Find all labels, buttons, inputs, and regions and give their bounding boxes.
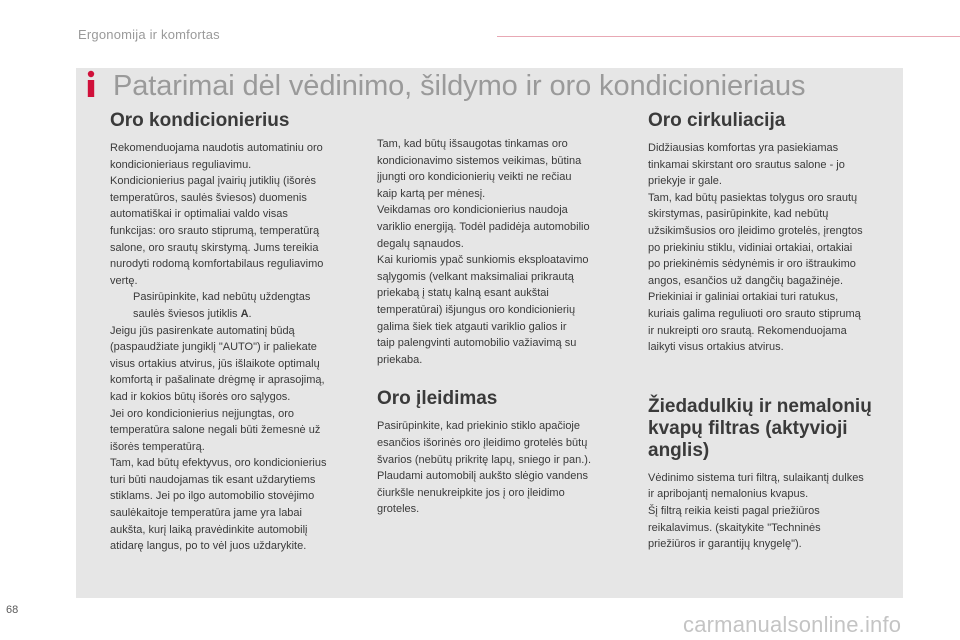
text-line: nurodyti rodomą komfortabilaus reguliavimo bbox=[110, 258, 324, 271]
text-line: švarios (nebūtų prikritę lapų, sniego ir pan.). bbox=[377, 453, 591, 466]
page-number: 68 bbox=[6, 604, 19, 616]
heading-air-conditioning: Oro kondicionierius bbox=[110, 110, 290, 131]
text-line: Jei oro kondicionierius neįjungtas, oro bbox=[110, 407, 295, 420]
text-line: funkcijas: oro srauto stiprumą, temperatūrą bbox=[110, 224, 320, 237]
text-line: įjungti oro kondicionierių veikti ne rečiau bbox=[377, 171, 572, 184]
text-line: groteles. bbox=[377, 503, 420, 516]
text-line: temperatūra salone negali būti žemesnė už bbox=[110, 424, 321, 437]
text-line: Jeigu jūs pasirenkate automatinį būdą bbox=[110, 324, 295, 337]
header-title: Ergonomija ir komfortas bbox=[78, 27, 220, 42]
column-air-circulation bbox=[648, 110, 898, 553]
text-line: priežiūros ir garantijų knygelę"). bbox=[648, 538, 802, 551]
text-line: automatiškai ir optimaliai valdo visas bbox=[110, 208, 288, 221]
text-line: Tam, kad būtų išsaugotas tinkamas oro bbox=[377, 138, 568, 150]
text-line: variklio energiją. Todėl padidėja automobilio bbox=[377, 220, 590, 233]
text-line: reikalavimus. (skaitykite "Techninės bbox=[648, 521, 821, 534]
text-line: Tam, kad būtų pasiektas tolygus oro srautų bbox=[648, 191, 858, 204]
text-line: komfortą ir pašalinate drėgmę ir aprasojimą, bbox=[110, 374, 325, 387]
text-line: turi būti naudojamas tik esant uždarytiems bbox=[110, 473, 316, 486]
page-title: Patarimai dėl vėdinimo, šildymo ir oro kondicionieriaus bbox=[113, 70, 806, 102]
text-line: sąlygomis (velkant maksimaliai prikrautą bbox=[377, 270, 574, 283]
watermark: carmanualsonline.info bbox=[683, 612, 902, 637]
text-line: ir apribojantį nemalonius kvapus. bbox=[648, 488, 809, 501]
bullet-text: Pasirūpinkite, kad nebūtų uždengtas bbox=[133, 291, 311, 304]
text-line: skirstymas, pasirūpinkite, kad nebūtų bbox=[648, 208, 829, 221]
heading-line: anglis) bbox=[648, 439, 710, 461]
text-line: visus ortakius atvirus, jūs išlaikote optimalų bbox=[110, 357, 320, 370]
text-line: Pasirūpinkite, kad priekinio stiklo apačioje bbox=[377, 420, 580, 433]
text-line: priekyje ir gale. bbox=[648, 175, 722, 188]
heading-pollen-filter bbox=[648, 396, 898, 462]
pollen-filter-text bbox=[648, 470, 898, 553]
bullet-text: saulės šviesos jutiklis bbox=[133, 307, 241, 320]
text-line: priekaba. bbox=[377, 353, 423, 366]
ac-text bbox=[110, 140, 360, 555]
text-line: po priekinėmis sėdynėmis ir oro ištraukimo bbox=[648, 258, 856, 271]
text-line: kondicionieriaus reguliavimu. bbox=[110, 158, 252, 171]
text-line: kaip kartą per mėnesį. bbox=[377, 187, 486, 200]
text-line: galima šiek tiek atgauti variklio galios ir bbox=[377, 320, 567, 333]
text-line: po priekiniu stiklu, vidiniai ortakiai, ortakiai bbox=[648, 241, 853, 254]
text-line: saulėkaitoje temperatūra jame yra labai bbox=[110, 507, 302, 520]
text-line: tinkamai skirstant oro srautus salone - jo bbox=[648, 158, 845, 171]
text-line: kondicionavimo sistemos veikimas, būtina bbox=[377, 154, 582, 167]
heading-air-circulation: Oro cirkuliacija bbox=[648, 110, 786, 131]
text-line: atidarę langus, po to vėl juos uždarykite. bbox=[110, 540, 307, 553]
text-line: išorės temperatūrą. bbox=[110, 440, 205, 453]
ac-maintenance-text bbox=[377, 136, 627, 368]
text-line: Didžiausias komfortas yra pasiekiamas bbox=[648, 142, 839, 154]
text-line: priekabą į statų kalną esant aukštai bbox=[377, 287, 549, 300]
text-line: temperatūros, saulės šviesos) duomenis bbox=[110, 191, 307, 204]
air-circulation-text bbox=[648, 140, 898, 356]
text-line: kuriais galima reguliuoti oro srauto stiprumą bbox=[648, 307, 861, 320]
text-line: temperatūrai) išjungus oro kondicionierių bbox=[377, 303, 576, 316]
sensor-label: A bbox=[240, 307, 249, 320]
text-line: (paspaudžiate jungiklį "AUTO") ir paliekate bbox=[110, 341, 317, 354]
text-line: esančios išorinės oro įleidimo grotelės būtų bbox=[377, 436, 588, 449]
info-icon bbox=[84, 70, 98, 98]
text-line: aukšta, kurį laiką pravėdinkite automobilį bbox=[110, 523, 308, 536]
text-line: užsikimšusios oro įleidimo grotelės, įrengtos bbox=[648, 224, 863, 237]
text-line: kad ir kokios būtų išorės oro sąlygos. bbox=[110, 390, 291, 403]
bullet-item bbox=[110, 289, 360, 306]
text-line: Tam, kad būtų efektyvus, oro kondicionierius bbox=[110, 457, 327, 470]
column-air-conditioning bbox=[110, 110, 360, 555]
text-line: salone, oro srautų skirstymą. Jums tereikia bbox=[110, 241, 319, 254]
text-line: Priekiniai ir galiniai ortakiai turi ratukus, bbox=[648, 291, 839, 304]
text-line: laikyti visus ortakius atvirus. bbox=[648, 341, 784, 354]
air-intake-text bbox=[377, 418, 627, 518]
column-middle bbox=[377, 136, 627, 518]
header-rule bbox=[497, 36, 960, 37]
text-line: degalų sąnaudos. bbox=[377, 237, 464, 250]
bullet-item-continuation bbox=[110, 306, 360, 323]
text-line: Kai kuriomis ypač sunkiomis eksploatavimo bbox=[377, 254, 589, 267]
text-line: Veikdamas oro kondicionierius naudoja bbox=[377, 204, 568, 217]
text-line: stiklams. Jei po ilgo automobilio stovėjimo bbox=[110, 490, 315, 503]
text-line: čiurkšle nenukreipkite jos į oro įleidimo bbox=[377, 486, 565, 499]
heading-line: kvapų filtras (aktyvioji bbox=[648, 417, 848, 439]
text-line: Plaudami automobilį aukšto slėgio vandens bbox=[377, 470, 588, 483]
text-line: Rekomenduojama naudotis automatiniu oro bbox=[110, 142, 323, 154]
text-line: ir nukreipti oro srautą. Rekomenduojama bbox=[648, 324, 847, 337]
heading-air-intake: Oro įleidimas bbox=[377, 388, 498, 410]
text-line: Vėdinimo sistema turi filtrą, sulaikantį dulkes bbox=[648, 471, 864, 484]
heading-line: Žiedadulkių ir nemalonių bbox=[648, 395, 872, 417]
bullet-text-end: . bbox=[248, 307, 252, 320]
text-line: Šį filtrą reikia keisti pagal priežiūros bbox=[648, 504, 820, 517]
text-line: Kondicionierius pagal įvairių jutiklių (išorės bbox=[110, 175, 317, 188]
text-line: angos, esančios už dangčių bagažinėje. bbox=[648, 274, 844, 287]
text-line: taip palengvinti automobilio važiavimą su bbox=[377, 337, 577, 350]
text-line: vertę. bbox=[110, 274, 138, 287]
